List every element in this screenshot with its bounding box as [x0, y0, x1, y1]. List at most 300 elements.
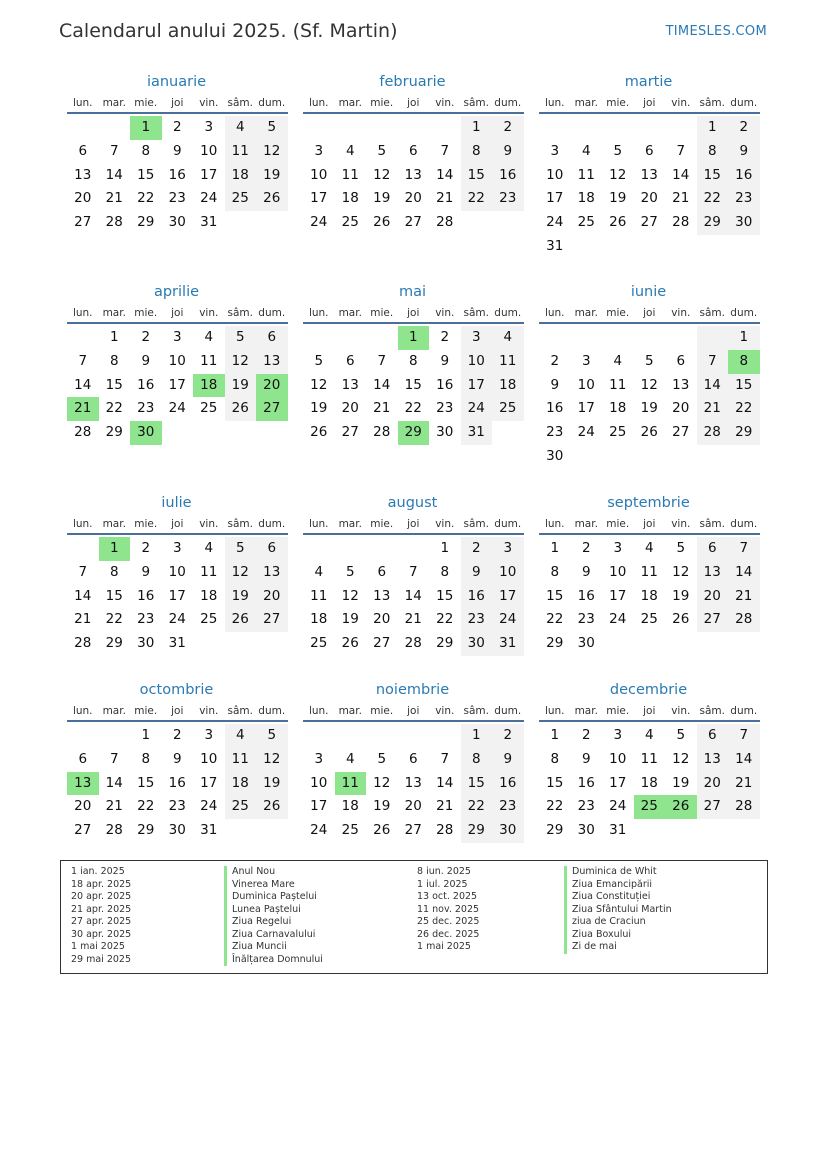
- day-cell[interactable]: 23: [728, 187, 760, 211]
- day-cell[interactable]: 26: [373, 214, 391, 231]
- day-cell[interactable]: 8: [141, 750, 151, 767]
- day-cell[interactable]: 6: [697, 724, 729, 748]
- day-cell[interactable]: 2: [728, 116, 760, 140]
- day-cell[interactable]: 5: [256, 116, 288, 140]
- day-cell[interactable]: 7: [697, 350, 729, 374]
- day-cell[interactable]: 27: [404, 214, 422, 231]
- day-cell[interactable]: 26: [341, 635, 359, 652]
- day-cell[interactable]: 14: [74, 587, 92, 604]
- day-cell[interactable]: 25: [225, 187, 257, 211]
- day-cell[interactable]: 28: [436, 822, 454, 839]
- day-cell[interactable]: 8: [697, 140, 729, 164]
- day-cell[interactable]: 2: [141, 329, 151, 345]
- day-cell[interactable]: 10: [461, 350, 493, 374]
- day-cell[interactable]: 25: [341, 822, 359, 839]
- day-cell[interactable]: 29: [105, 635, 123, 652]
- day-cell[interactable]: 19: [640, 400, 658, 417]
- day-cell[interactable]: 29: [461, 819, 493, 843]
- day-cell[interactable]: 7: [728, 537, 760, 561]
- day-cell[interactable]: 2: [492, 116, 524, 140]
- day-cell[interactable]: 14: [74, 376, 92, 393]
- day-cell[interactable]: 28: [672, 214, 690, 231]
- day-cell[interactable]: 12: [373, 774, 391, 791]
- day-cell[interactable]: 19: [609, 190, 627, 207]
- day-cell[interactable]: 28: [105, 214, 123, 231]
- day-cell[interactable]: 22: [461, 795, 493, 819]
- day-cell[interactable]: 30: [168, 822, 186, 839]
- day-cell[interactable]: 4: [345, 142, 355, 159]
- day-cell[interactable]: 12: [256, 140, 288, 164]
- day-cell[interactable]: 22: [404, 400, 422, 417]
- day-cell[interactable]: 1: [697, 116, 729, 140]
- day-cell[interactable]: 5: [314, 352, 324, 369]
- day-cell[interactable]: 3: [314, 750, 324, 767]
- day-cell[interactable]: 20: [74, 798, 92, 815]
- day-cell[interactable]: 11: [200, 563, 218, 580]
- day-cell[interactable]: 5: [676, 540, 686, 556]
- day-cell[interactable]: 25: [225, 795, 257, 819]
- day-cell[interactable]: 6: [408, 142, 418, 159]
- day-cell[interactable]: 26: [310, 424, 328, 441]
- day-cell[interactable]: 19: [373, 190, 391, 207]
- day-cell[interactable]: 21: [728, 585, 760, 609]
- day-cell[interactable]: 13: [74, 166, 92, 183]
- day-cell[interactable]: 19: [373, 798, 391, 815]
- holiday-day-cell[interactable]: 8: [728, 350, 760, 374]
- day-cell[interactable]: 13: [404, 166, 422, 183]
- day-cell[interactable]: 18: [492, 374, 524, 398]
- day-cell[interactable]: 3: [461, 326, 493, 350]
- day-cell[interactable]: 25: [200, 611, 218, 628]
- day-cell[interactable]: 3: [204, 727, 214, 743]
- day-cell[interactable]: 11: [640, 563, 658, 580]
- day-cell[interactable]: 31: [609, 822, 627, 839]
- day-cell[interactable]: 21: [373, 400, 391, 417]
- holiday-day-cell[interactable]: 18: [193, 374, 225, 398]
- day-cell[interactable]: 8: [461, 140, 493, 164]
- day-cell[interactable]: 27: [256, 608, 288, 632]
- day-cell[interactable]: 20: [697, 772, 729, 796]
- day-cell[interactable]: 6: [78, 750, 88, 767]
- day-cell[interactable]: 19: [672, 587, 690, 604]
- day-cell[interactable]: 5: [377, 142, 387, 159]
- day-cell[interactable]: 1: [461, 724, 493, 748]
- day-cell[interactable]: 19: [225, 585, 257, 609]
- day-cell[interactable]: 12: [672, 563, 690, 580]
- day-cell[interactable]: 20: [404, 190, 422, 207]
- day-cell[interactable]: 9: [581, 563, 591, 580]
- day-cell[interactable]: 26: [672, 611, 690, 628]
- day-cell[interactable]: 13: [640, 166, 658, 183]
- day-cell[interactable]: 27: [404, 822, 422, 839]
- day-cell[interactable]: 20: [256, 585, 288, 609]
- day-cell[interactable]: 20: [404, 798, 422, 815]
- day-cell[interactable]: 14: [728, 748, 760, 772]
- day-cell[interactable]: 23: [137, 400, 155, 417]
- day-cell[interactable]: 7: [728, 724, 760, 748]
- day-cell[interactable]: 24: [609, 798, 627, 815]
- day-cell[interactable]: 29: [546, 822, 564, 839]
- day-cell[interactable]: 29: [436, 635, 454, 652]
- day-cell[interactable]: 12: [672, 750, 690, 767]
- holiday-day-cell[interactable]: 20: [256, 374, 288, 398]
- day-cell[interactable]: 2: [581, 727, 591, 743]
- day-cell[interactable]: 30: [168, 214, 186, 231]
- day-cell[interactable]: 9: [172, 750, 182, 767]
- day-cell[interactable]: 30: [728, 211, 760, 235]
- day-cell[interactable]: 15: [728, 374, 760, 398]
- day-cell[interactable]: 6: [78, 142, 88, 159]
- day-cell[interactable]: 19: [256, 164, 288, 188]
- day-cell[interactable]: 1: [550, 727, 560, 743]
- day-cell[interactable]: 15: [137, 166, 155, 183]
- day-cell[interactable]: 9: [581, 750, 591, 767]
- day-cell[interactable]: 31: [168, 635, 186, 652]
- day-cell[interactable]: 4: [644, 727, 654, 743]
- day-cell[interactable]: 11: [341, 166, 359, 183]
- day-cell[interactable]: 5: [225, 326, 257, 350]
- holiday-day-cell[interactable]: 11: [335, 772, 367, 796]
- day-cell[interactable]: 10: [310, 166, 328, 183]
- day-cell[interactable]: 10: [200, 142, 218, 159]
- day-cell[interactable]: 1: [109, 329, 119, 345]
- day-cell[interactable]: 15: [404, 376, 422, 393]
- day-cell[interactable]: 2: [492, 724, 524, 748]
- day-cell[interactable]: 16: [168, 166, 186, 183]
- day-cell[interactable]: 2: [550, 352, 560, 369]
- day-cell[interactable]: 15: [461, 164, 493, 188]
- day-cell[interactable]: 5: [225, 537, 257, 561]
- day-cell[interactable]: 10: [168, 563, 186, 580]
- day-cell[interactable]: 19: [310, 400, 328, 417]
- day-cell[interactable]: 1: [728, 326, 760, 350]
- day-cell[interactable]: 14: [373, 376, 391, 393]
- day-cell[interactable]: 23: [492, 795, 524, 819]
- day-cell[interactable]: 25: [200, 400, 218, 417]
- day-cell[interactable]: 10: [492, 561, 524, 585]
- day-cell[interactable]: 15: [697, 164, 729, 188]
- day-cell[interactable]: 9: [492, 140, 524, 164]
- day-cell[interactable]: 27: [640, 214, 658, 231]
- day-cell[interactable]: 11: [225, 748, 257, 772]
- day-cell[interactable]: 3: [581, 352, 591, 369]
- day-cell[interactable]: 22: [436, 611, 454, 628]
- day-cell[interactable]: 7: [109, 142, 119, 159]
- day-cell[interactable]: 22: [105, 611, 123, 628]
- day-cell[interactable]: 22: [461, 187, 493, 211]
- day-cell[interactable]: 29: [697, 211, 729, 235]
- day-cell[interactable]: 11: [225, 140, 257, 164]
- holiday-day-cell[interactable]: 30: [130, 421, 162, 445]
- day-cell[interactable]: 23: [168, 190, 186, 207]
- day-cell[interactable]: 18: [609, 400, 627, 417]
- day-cell[interactable]: 6: [697, 537, 729, 561]
- day-cell[interactable]: 12: [310, 376, 328, 393]
- day-cell[interactable]: 18: [640, 774, 658, 791]
- day-cell[interactable]: 23: [137, 611, 155, 628]
- day-cell[interactable]: 6: [345, 352, 355, 369]
- day-cell[interactable]: 9: [440, 352, 450, 369]
- day-cell[interactable]: 25: [640, 611, 658, 628]
- day-cell[interactable]: 17: [200, 166, 218, 183]
- day-cell[interactable]: 1: [440, 540, 450, 556]
- day-cell[interactable]: 14: [697, 374, 729, 398]
- day-cell[interactable]: 4: [225, 724, 257, 748]
- day-cell[interactable]: 31: [492, 632, 524, 656]
- day-cell[interactable]: 5: [613, 142, 623, 159]
- day-cell[interactable]: 9: [172, 142, 182, 159]
- day-cell[interactable]: 3: [172, 329, 182, 345]
- day-cell[interactable]: 21: [105, 190, 123, 207]
- day-cell[interactable]: 8: [461, 748, 493, 772]
- day-cell[interactable]: 29: [546, 635, 564, 652]
- day-cell[interactable]: 22: [697, 187, 729, 211]
- day-cell[interactable]: 12: [373, 166, 391, 183]
- day-cell[interactable]: 26: [256, 187, 288, 211]
- day-cell[interactable]: 30: [577, 822, 595, 839]
- day-cell[interactable]: 6: [408, 750, 418, 767]
- day-cell[interactable]: 28: [74, 635, 92, 652]
- day-cell[interactable]: 27: [697, 608, 729, 632]
- day-cell[interactable]: 16: [728, 164, 760, 188]
- day-cell[interactable]: 14: [105, 166, 123, 183]
- day-cell[interactable]: 26: [640, 424, 658, 441]
- day-cell[interactable]: 24: [310, 214, 328, 231]
- day-cell[interactable]: 24: [577, 424, 595, 441]
- day-cell[interactable]: 2: [440, 329, 450, 345]
- day-cell[interactable]: 9: [492, 748, 524, 772]
- day-cell[interactable]: 26: [225, 608, 257, 632]
- day-cell[interactable]: 10: [609, 750, 627, 767]
- day-cell[interactable]: 14: [404, 587, 422, 604]
- day-cell[interactable]: 28: [728, 795, 760, 819]
- day-cell[interactable]: 30: [461, 632, 493, 656]
- day-cell[interactable]: 7: [78, 563, 88, 580]
- day-cell[interactable]: 13: [697, 561, 729, 585]
- day-cell[interactable]: 12: [225, 561, 257, 585]
- day-cell[interactable]: 3: [613, 727, 623, 743]
- day-cell[interactable]: 23: [492, 187, 524, 211]
- day-cell[interactable]: 3: [613, 540, 623, 556]
- day-cell[interactable]: 15: [546, 774, 564, 791]
- day-cell[interactable]: 12: [225, 350, 257, 374]
- day-cell[interactable]: 6: [644, 142, 654, 159]
- holiday-day-cell[interactable]: 1: [99, 537, 131, 561]
- day-cell[interactable]: 23: [436, 400, 454, 417]
- day-cell[interactable]: 7: [440, 750, 450, 767]
- day-cell[interactable]: 27: [373, 635, 391, 652]
- day-cell[interactable]: 15: [546, 587, 564, 604]
- day-cell[interactable]: 24: [310, 822, 328, 839]
- day-cell[interactable]: 16: [137, 587, 155, 604]
- day-cell[interactable]: 22: [728, 397, 760, 421]
- day-cell[interactable]: 26: [256, 795, 288, 819]
- day-cell[interactable]: 31: [546, 237, 564, 254]
- day-cell[interactable]: 18: [640, 587, 658, 604]
- day-cell[interactable]: 9: [141, 352, 151, 369]
- day-cell[interactable]: 14: [672, 166, 690, 183]
- day-cell[interactable]: 4: [581, 142, 591, 159]
- day-cell[interactable]: 21: [697, 397, 729, 421]
- day-cell[interactable]: 18: [225, 772, 257, 796]
- day-cell[interactable]: 20: [640, 190, 658, 207]
- day-cell[interactable]: 28: [697, 421, 729, 445]
- day-cell[interactable]: 11: [492, 350, 524, 374]
- day-cell[interactable]: 4: [314, 563, 324, 580]
- day-cell[interactable]: 13: [341, 376, 359, 393]
- holiday-day-cell[interactable]: 29: [398, 421, 430, 445]
- day-cell[interactable]: 21: [404, 611, 422, 628]
- day-cell[interactable]: 15: [137, 774, 155, 791]
- day-cell[interactable]: 6: [256, 326, 288, 350]
- day-cell[interactable]: 13: [404, 774, 422, 791]
- day-cell[interactable]: 7: [408, 563, 418, 580]
- day-cell[interactable]: 31: [200, 214, 218, 231]
- day-cell[interactable]: 21: [105, 798, 123, 815]
- day-cell[interactable]: 25: [310, 635, 328, 652]
- day-cell[interactable]: 23: [546, 424, 564, 441]
- holiday-day-cell[interactable]: 26: [665, 795, 697, 819]
- day-cell[interactable]: 30: [546, 447, 564, 464]
- day-cell[interactable]: 12: [256, 748, 288, 772]
- day-cell[interactable]: 29: [137, 822, 155, 839]
- day-cell[interactable]: 3: [314, 142, 324, 159]
- day-cell[interactable]: 6: [256, 537, 288, 561]
- day-cell[interactable]: 30: [577, 635, 595, 652]
- day-cell[interactable]: 7: [109, 750, 119, 767]
- day-cell[interactable]: 26: [373, 822, 391, 839]
- day-cell[interactable]: 24: [492, 608, 524, 632]
- day-cell[interactable]: 27: [74, 214, 92, 231]
- day-cell[interactable]: 23: [577, 611, 595, 628]
- day-cell[interactable]: 10: [310, 774, 328, 791]
- day-cell[interactable]: 16: [577, 774, 595, 791]
- day-cell[interactable]: 21: [74, 611, 92, 628]
- day-cell[interactable]: 17: [200, 774, 218, 791]
- day-cell[interactable]: 1: [550, 540, 560, 556]
- day-cell[interactable]: 21: [672, 190, 690, 207]
- day-cell[interactable]: 20: [74, 190, 92, 207]
- day-cell[interactable]: 25: [341, 214, 359, 231]
- day-cell[interactable]: 6: [377, 563, 387, 580]
- day-cell[interactable]: 4: [345, 750, 355, 767]
- day-cell[interactable]: 8: [550, 750, 560, 767]
- day-cell[interactable]: 17: [310, 190, 328, 207]
- day-cell[interactable]: 26: [609, 214, 627, 231]
- day-cell[interactable]: 8: [109, 352, 119, 369]
- day-cell[interactable]: 9: [550, 376, 560, 393]
- day-cell[interactable]: 9: [461, 561, 493, 585]
- day-cell[interactable]: 21: [728, 772, 760, 796]
- day-cell[interactable]: 28: [74, 424, 92, 441]
- day-cell[interactable]: 17: [492, 585, 524, 609]
- day-cell[interactable]: 21: [436, 190, 454, 207]
- day-cell[interactable]: 2: [172, 727, 182, 743]
- day-cell[interactable]: 13: [256, 561, 288, 585]
- day-cell[interactable]: 19: [256, 772, 288, 796]
- day-cell[interactable]: 5: [345, 563, 355, 580]
- day-cell[interactable]: 16: [492, 164, 524, 188]
- day-cell[interactable]: 20: [697, 585, 729, 609]
- day-cell[interactable]: 25: [492, 397, 524, 421]
- day-cell[interactable]: 31: [200, 822, 218, 839]
- holiday-day-cell[interactable]: 13: [67, 772, 99, 796]
- day-cell[interactable]: 15: [105, 376, 123, 393]
- day-cell[interactable]: 26: [225, 397, 257, 421]
- holiday-day-cell[interactable]: 21: [67, 397, 99, 421]
- day-cell[interactable]: 24: [461, 397, 493, 421]
- day-cell[interactable]: 30: [137, 635, 155, 652]
- day-cell[interactable]: 27: [672, 424, 690, 441]
- day-cell[interactable]: 5: [256, 724, 288, 748]
- day-cell[interactable]: 17: [168, 376, 186, 393]
- day-cell[interactable]: 19: [225, 374, 257, 398]
- day-cell[interactable]: 18: [225, 164, 257, 188]
- day-cell[interactable]: 22: [137, 190, 155, 207]
- day-cell[interactable]: 5: [644, 352, 654, 369]
- day-cell[interactable]: 4: [613, 352, 623, 369]
- day-cell[interactable]: 19: [341, 611, 359, 628]
- day-cell[interactable]: 27: [697, 795, 729, 819]
- day-cell[interactable]: 28: [373, 424, 391, 441]
- day-cell[interactable]: 24: [546, 214, 564, 231]
- day-cell[interactable]: 11: [577, 166, 595, 183]
- day-cell[interactable]: 12: [640, 376, 658, 393]
- day-cell[interactable]: 4: [492, 326, 524, 350]
- day-cell[interactable]: 24: [168, 400, 186, 417]
- day-cell[interactable]: 2: [461, 537, 493, 561]
- day-cell[interactable]: 30: [436, 424, 454, 441]
- day-cell[interactable]: 7: [676, 142, 686, 159]
- day-cell[interactable]: 7: [440, 142, 450, 159]
- day-cell[interactable]: 22: [546, 798, 564, 815]
- day-cell[interactable]: 11: [640, 750, 658, 767]
- day-cell[interactable]: 31: [461, 421, 493, 445]
- day-cell[interactable]: 27: [74, 822, 92, 839]
- day-cell[interactable]: 17: [168, 587, 186, 604]
- day-cell[interactable]: 16: [546, 400, 564, 417]
- day-cell[interactable]: 14: [728, 561, 760, 585]
- day-cell[interactable]: 29: [137, 214, 155, 231]
- day-cell[interactable]: 27: [341, 424, 359, 441]
- day-cell[interactable]: 3: [550, 142, 560, 159]
- day-cell[interactable]: 16: [577, 587, 595, 604]
- day-cell[interactable]: 4: [204, 329, 214, 345]
- day-cell[interactable]: 2: [141, 540, 151, 556]
- day-cell[interactable]: 15: [436, 587, 454, 604]
- day-cell[interactable]: 3: [204, 119, 214, 135]
- day-cell[interactable]: 8: [440, 563, 450, 580]
- day-cell[interactable]: 24: [609, 611, 627, 628]
- day-cell[interactable]: 15: [461, 772, 493, 796]
- day-cell[interactable]: 17: [609, 774, 627, 791]
- day-cell[interactable]: 18: [200, 587, 218, 604]
- day-cell[interactable]: 23: [461, 608, 493, 632]
- day-cell[interactable]: 16: [461, 585, 493, 609]
- day-cell[interactable]: 10: [609, 563, 627, 580]
- day-cell[interactable]: 10: [577, 376, 595, 393]
- day-cell[interactable]: 25: [609, 424, 627, 441]
- day-cell[interactable]: 16: [137, 376, 155, 393]
- day-cell[interactable]: 11: [310, 587, 328, 604]
- day-cell[interactable]: 2: [172, 119, 182, 135]
- day-cell[interactable]: 22: [137, 798, 155, 815]
- day-cell[interactable]: 29: [728, 421, 760, 445]
- day-cell[interactable]: 7: [377, 352, 387, 369]
- day-cell[interactable]: 24: [200, 798, 218, 815]
- day-cell[interactable]: 22: [105, 400, 123, 417]
- day-cell[interactable]: 10: [200, 750, 218, 767]
